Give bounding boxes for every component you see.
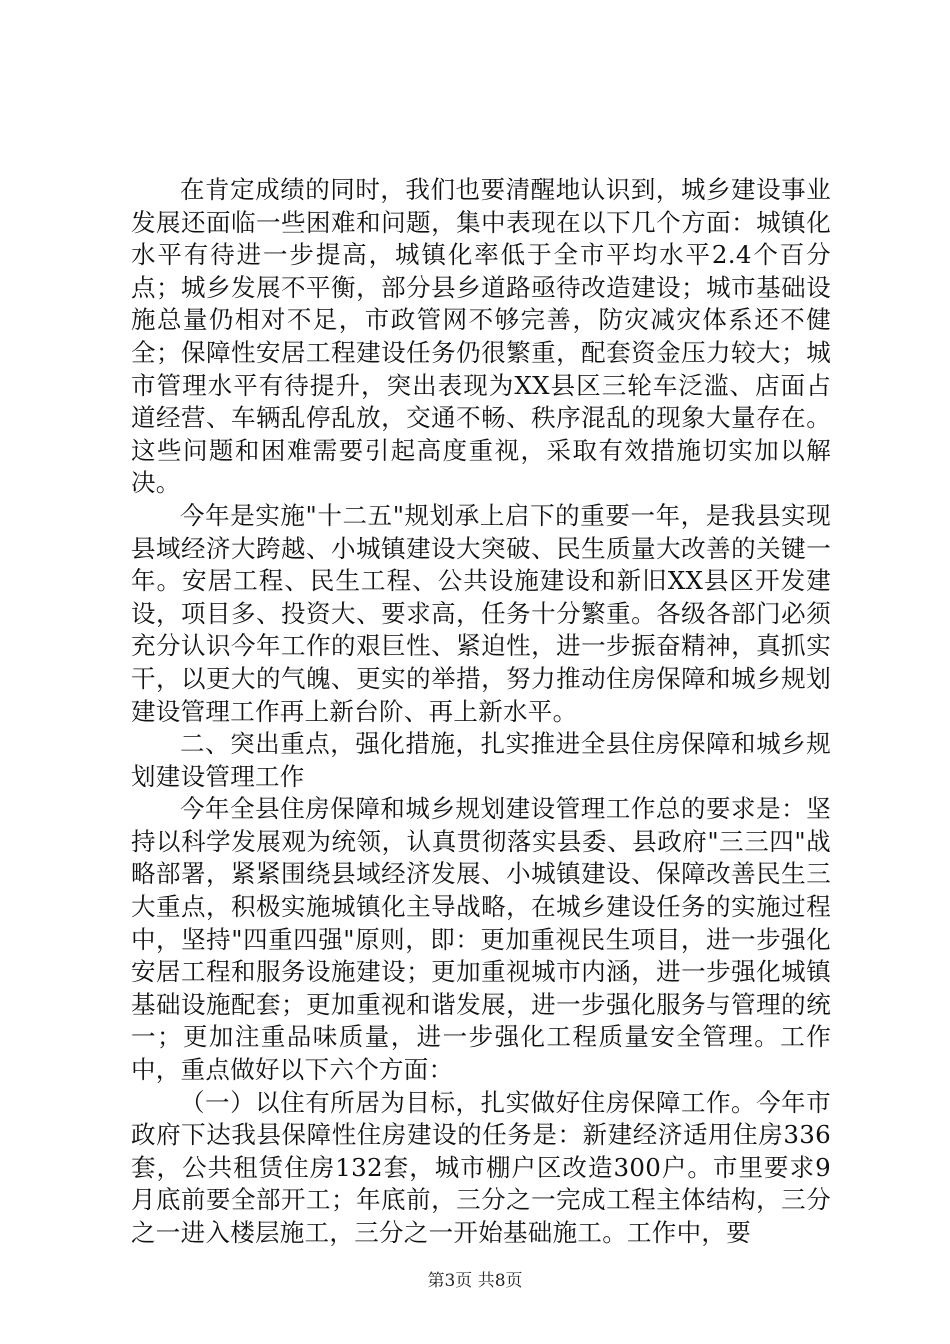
page-number: 第3页 共8页 [427, 1271, 523, 1291]
paragraph-4: （一）以住有所居为目标，扎实做好住房保障工作。今年市政府下达我县保障性住房建设的任务是：新建经济适用住房336套，公共租赁住房132套，城市棚户区改造300户。市里要求9月底前要全部开工；年底前，三分之一完成工程主体结构，三分之一进入楼层施工，三分之一开始基础施工。工作中，要 [131, 1087, 831, 1247]
paragraph-1: 在肯定成绩的同时，我们也要清醒地认识到，城乡建设事业发展还面临一些困难和问题，集中表现在以下几个方面：城镇化水平有待进一步提高，城镇化率低于全市平均水平2.4个百分点；城乡发展不平衡，部分县乡道路亟待改造建设；城市基础设施总量仍相对不足，市政管网不够完善，防灾减灾体系还不健全；保障性安居工程建设任务仍很繁重，配套资金压力较大；城市管理水平有待提升，突出表现为XX县区三轮车泛滥、店面占道经营、车辆乱停乱放，交通不畅、秩序混乱的现象大量存在。这些问题和困难需要引起高度重视，采取有效措施切实加以解决。 [131, 175, 831, 498]
paragraph-2: 今年是实施"十二五"规划承上启下的重要一年，是我县实现县域经济大跨越、小城镇建设大突破、民生质量大改善的关键一年。安居工程、民生工程、公共设施建设和新旧XX县区开发建设，项目多、投资大、要求高，任务十分繁重。各级各部门必须充分认识今年工作的艰巨性、紧迫性，进一步振奋精神，真抓实干，以更大的气魄、更实的举措，努力推动住房保障和城乡规划建设管理工作再上新台阶、再上新水平。 [131, 500, 831, 726]
paragraph-3: 今年全县住房保障和城乡规划建设管理工作总的要求是：坚持以科学发展观为统领，认真贯彻落实县委、县政府"三三四"战略部署，紧紧围绕县域经济发展、小城镇建设、保障改善民生三大重点，积极实施城镇化主导战略，在城乡建设任务的实施过程中，坚持"四重四强"原则，即：更加重视民生项目，进一步强化安居工程和服务设施建设；更加重视城市内涵，进一步强化城镇基础设施配套；更加重视和谐发展，进一步强化服务与管理的统一；更加注重品味质量，进一步强化工程质量安全管理。工作中，重点做好以下六个方面： [131, 794, 831, 1085]
document-body [131, 174, 831, 1250]
section-heading: 二、突出重点，强化措施，扎实推进全县住房保障和城乡规划建设管理工作 [131, 729, 831, 791]
